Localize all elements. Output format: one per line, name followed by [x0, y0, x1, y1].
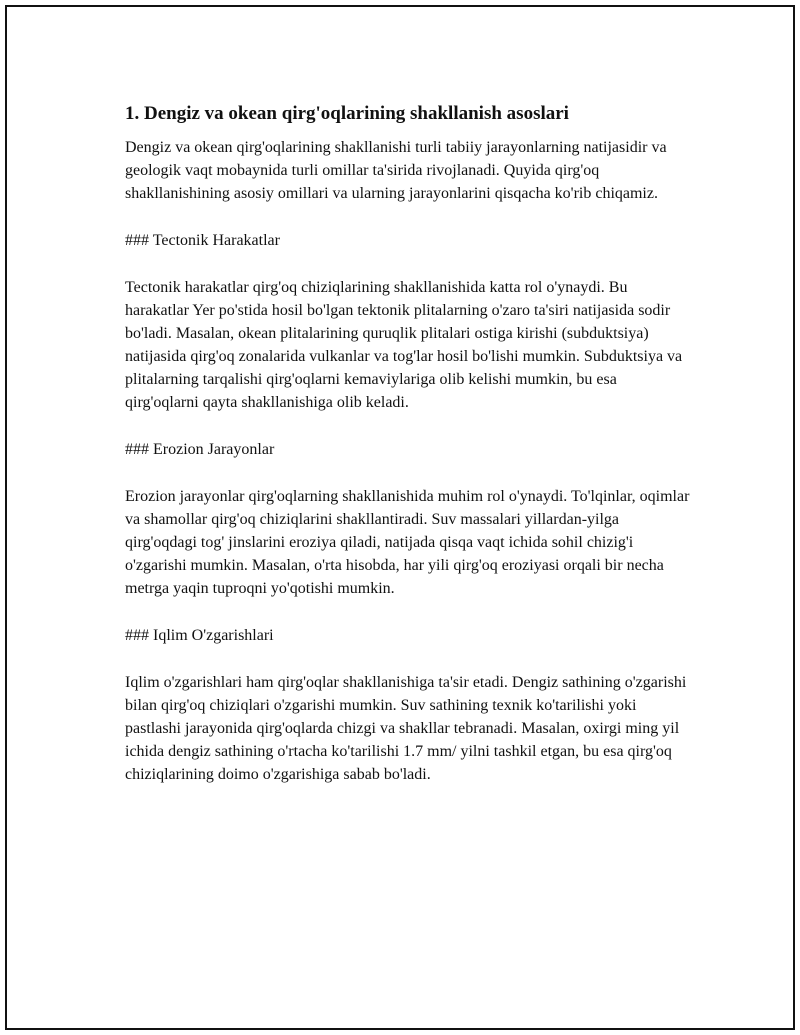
paragraph-spacer	[125, 647, 690, 671]
intro-paragraph: Dengiz va okean qirg'oqlarining shakllanishi turli tabiiy jarayonlarning natijasidir va geologik vaqt mobaynida turli omillar ta'sirida rivojlanadi. Quyida qirg'oq shakllanishining asosiy omillari va ularning jarayonlarini qisqacha ko'rib chiqamiz.	[125, 139, 667, 202]
section-body-erosion: Erozion jarayonlar qirg'oqlarning shakllanishida muhim rol o'ynaydi. To'lqinlar, oqimlar va shamollar qirg'oq chiziqlarini shakllantiradi. Suv massalari yillardan-yilga qirg'oqdagi tog' jinslarini eroziya qiladi, natijada qisqa vaqt ichida sohil chizig'i o'zgarishi mumkin. Masalan, o'rta hisobda, har yili qirg'oq eroziyasi orqali bir necha metrga yaqin tuproqni yo'qotishi mumkin.	[125, 488, 690, 597]
section-heading-tectonic: ### Tectonik Harakatlar	[125, 232, 280, 249]
section-heading-climate: ### Iqlim O'zgarishlari	[125, 627, 274, 644]
document-content	[125, 102, 690, 786]
section-heading-erosion: ### Erozion Jarayonlar	[125, 441, 275, 458]
paragraph-spacer	[125, 414, 690, 438]
section-body-climate: Iqlim o'zgarishlari ham qirg'oqlar shakllanishiga ta'sir etadi. Dengiz sathining o'zgarishi bilan qirg'oq chiziqlari o'zgarishi mumkin. Suv sathining texnik ko'tarilishi yoki pastlashi jarayonida qirg'oqlarda chizgi va shakllar tebranadi. Masalan, oxirgi ming yil ichida dengiz sathining o'rtacha ko'tarilishi 1.7 mm/ yilni tashkil etgan, bu esa qirg'oq chiziqlarining doimo o'zgarishiga sabab bo'ladi.	[125, 674, 687, 783]
section-body-tectonic: Tectonik harakatlar qirg'oq chiziqlarining shakllanishida katta rol o'ynaydi. Bu harakatlar Yer po'stida hosil bo'lgan tektonik plitalarning o'zaro ta'siri natijasida sodir bo'ladi. Masalan, okean plitalarining quruqlik plitalari ostiga kirishi (subduktsiya) natijasida qirg'oq zonalarida vulkanlar va tog'lar hosil bo'lishi mumkin. Subduktsiya va plitalarning tarqalishi qirg'oqlarni kemaviylariga olib kelishi mumkin, bu esa qirg'oqlarni qayta shakllanishiga olib keladi.	[125, 279, 683, 411]
paragraph-spacer	[125, 600, 690, 624]
paragraph-spacer	[125, 252, 690, 276]
paragraph-spacer	[125, 205, 690, 229]
page-frame	[5, 5, 795, 1030]
paragraph-spacer	[125, 461, 690, 485]
document-title: 1. Dengiz va okean qirg'oqlarining shakllanish asoslari	[125, 103, 569, 124]
